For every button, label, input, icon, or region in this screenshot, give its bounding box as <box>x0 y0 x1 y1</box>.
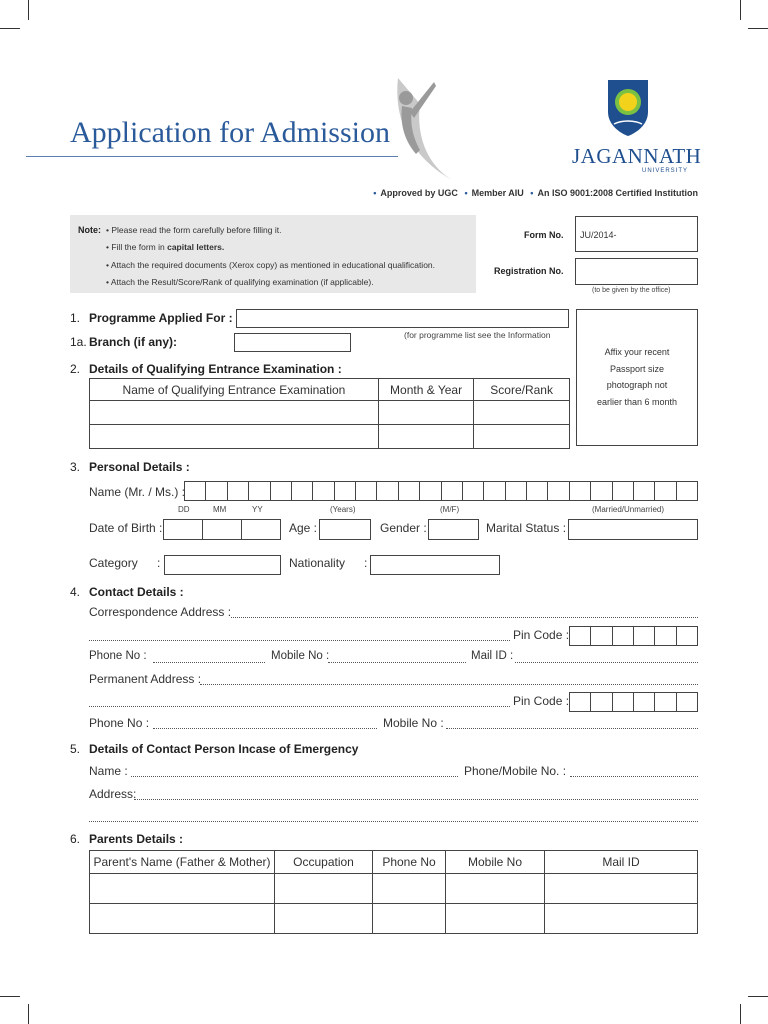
table-header: Parent's Name (Father & Mother) <box>90 851 275 874</box>
name-char-cell[interactable] <box>205 481 227 501</box>
emergency-address-line[interactable] <box>134 799 698 800</box>
crop-mark <box>28 0 29 20</box>
category-field[interactable] <box>164 555 281 575</box>
note-label: Note: <box>78 225 101 235</box>
table-cell[interactable] <box>545 874 698 904</box>
parents-details-label: Parents Details : <box>89 832 184 846</box>
table-header: Mobile No <box>446 851 545 874</box>
correspondence-address-line[interactable] <box>89 640 510 641</box>
programme-field[interactable] <box>236 309 569 328</box>
figure-emblem <box>376 74 462 184</box>
phone-line[interactable] <box>153 662 265 663</box>
approval-iso: An ISO 9001:2008 Certified Institution <box>537 188 698 198</box>
crop-mark <box>748 996 768 997</box>
branch-field[interactable] <box>234 333 351 352</box>
photo-instructions: Affix your recent Passport size photograph not earlier than 6 month <box>596 347 678 407</box>
phone-label: Phone No : <box>89 650 147 662</box>
gender-hint: (M/F) <box>440 505 460 514</box>
table-cell[interactable] <box>90 874 275 904</box>
table-cell[interactable] <box>90 904 275 934</box>
section-number: 1a. <box>70 335 87 349</box>
emergency-contact-label: Details of Contact Person Incase of Emergency <box>89 742 359 756</box>
name-char-cell[interactable] <box>547 481 569 501</box>
section-number: 6. <box>70 832 81 846</box>
mobile-line[interactable] <box>328 662 466 663</box>
table-cell[interactable] <box>474 401 570 425</box>
section-number: 5. <box>70 742 81 756</box>
note-item: • Attach the Result/Score/Rank of qualifying examination (if applicable). <box>106 277 374 287</box>
approval-aiu: Member AIU <box>471 188 524 198</box>
mail-id-label: Mail ID : <box>471 650 514 662</box>
table-cell[interactable] <box>275 874 373 904</box>
table-cell[interactable] <box>446 874 545 904</box>
dob-label: Date of Birth : <box>89 521 163 535</box>
name-char-cell[interactable] <box>462 481 484 501</box>
title-rule <box>26 156 398 157</box>
permanent-address-line[interactable] <box>89 706 510 707</box>
approval-ugc: Approved by UGC <box>380 188 458 198</box>
table-cell[interactable] <box>90 425 379 449</box>
table-cell[interactable] <box>378 401 473 425</box>
crop-mark <box>740 1004 741 1024</box>
gender-field[interactable] <box>428 519 479 540</box>
branch-label: Branch (if any): <box>89 335 178 349</box>
table-header: Name of Qualifying Entrance Examination <box>90 379 379 401</box>
nationality-label: Nationality <box>289 556 346 570</box>
category-colon: : <box>157 556 161 570</box>
registration-no-field[interactable] <box>575 258 698 285</box>
correspondence-address-label: Correspondence Address : <box>89 605 232 619</box>
contact-details-label: Contact Details : <box>89 585 184 599</box>
name-char-cell[interactable] <box>654 481 676 501</box>
name-char-cell[interactable] <box>270 481 292 501</box>
correspondence-address-line[interactable] <box>231 617 698 618</box>
section-number: 1. <box>70 311 81 325</box>
name-char-cell[interactable] <box>227 481 249 501</box>
name-label: Name (Mr. / Ms.) : <box>89 485 185 499</box>
name-char-cell[interactable] <box>376 481 398 501</box>
emergency-address-line[interactable] <box>89 821 698 822</box>
table-cell[interactable] <box>474 425 570 449</box>
note-item: • Fill the form in capital letters. <box>106 242 225 252</box>
university-sub: UNIVERSITY <box>642 168 689 174</box>
dob-field[interactable] <box>164 519 281 540</box>
category-label: Category <box>89 556 138 570</box>
emergency-phone-label: Phone/Mobile No. : <box>464 764 567 778</box>
name-char-cell[interactable] <box>398 481 420 501</box>
name-char-cell[interactable] <box>483 481 505 501</box>
qualifying-exam-label: Details of Qualifying Entrance Examination : <box>89 362 342 376</box>
crop-mark <box>28 1004 29 1024</box>
table-cell[interactable] <box>373 874 446 904</box>
crop-mark <box>748 28 768 29</box>
name-char-cell[interactable] <box>526 481 548 501</box>
name-char-cell[interactable] <box>248 481 270 501</box>
nationality-colon: : <box>364 556 368 570</box>
name-char-cell[interactable] <box>505 481 527 501</box>
table-header: Occupation <box>275 851 373 874</box>
table-cell[interactable] <box>446 904 545 934</box>
programme-label: Programme Applied For : <box>89 311 233 325</box>
permanent-address-label: Permanent Address : <box>89 672 202 686</box>
name-char-cell[interactable] <box>676 481 698 501</box>
note-item: • Please read the form carefully before filling it. <box>106 225 282 235</box>
table-header: Month & Year <box>378 379 473 401</box>
dob-hint-mm: MM <box>213 505 227 514</box>
section-number: 3. <box>70 460 81 474</box>
name-char-cell[interactable] <box>355 481 377 501</box>
form-no-label: Form No. <box>524 230 564 240</box>
pin-code-field[interactable] <box>570 692 698 712</box>
emergency-address-label: Address: <box>89 787 137 801</box>
registration-no-label: Registration No. <box>494 266 564 276</box>
phone-label: Phone No : <box>89 716 150 730</box>
name-char-cell[interactable] <box>184 481 206 501</box>
mobile-label: Mobile No : <box>271 650 330 662</box>
permanent-address-line[interactable] <box>200 684 698 685</box>
name-char-cell[interactable] <box>334 481 356 501</box>
emergency-phone-line[interactable] <box>570 776 698 777</box>
table-row <box>90 874 698 904</box>
nationality-field[interactable] <box>370 555 500 575</box>
mobile-label: Mobile No : <box>383 716 444 730</box>
section-number: 2. <box>70 362 81 376</box>
table-row <box>90 425 570 449</box>
table-header: Score/Rank <box>474 379 570 401</box>
marital-status-field[interactable] <box>568 519 698 540</box>
emergency-name-label: Name : <box>89 764 128 778</box>
crop-mark <box>740 0 741 20</box>
table-cell[interactable] <box>545 904 698 934</box>
phone-line[interactable] <box>153 728 377 729</box>
table-cell[interactable] <box>378 425 473 449</box>
name-char-cell[interactable] <box>312 481 334 501</box>
form-no-value: JU/2014- <box>580 230 617 240</box>
name-char-cell[interactable] <box>419 481 441 501</box>
mobile-line[interactable] <box>446 728 698 729</box>
table-row <box>90 904 698 934</box>
gender-label: Gender : <box>380 521 427 535</box>
name-char-cell[interactable] <box>633 481 655 501</box>
name-cells <box>185 481 698 501</box>
parents-table <box>89 850 698 934</box>
crop-mark <box>0 28 20 29</box>
pin-code-label: Pin Code : <box>513 628 570 642</box>
page-title: Application for Admission <box>70 116 390 149</box>
emergency-name-line[interactable] <box>131 776 458 777</box>
name-char-cell[interactable] <box>291 481 313 501</box>
age-field[interactable] <box>319 519 371 540</box>
dob-hint-yy: YY <box>252 505 263 514</box>
office-note: (to be given by the office) <box>592 287 671 294</box>
university-name: JAGANNATH <box>572 144 702 168</box>
table-header: Phone No <box>373 851 446 874</box>
personal-details-label: Personal Details : <box>89 460 190 474</box>
crop-mark <box>0 996 20 997</box>
table-header: Mail ID <box>545 851 698 874</box>
name-char-cell[interactable] <box>590 481 612 501</box>
approvals-line: • Approved by UGC • Member AIU • An ISO 9001:2008 Certified Institution <box>373 188 698 198</box>
table-cell[interactable] <box>275 904 373 934</box>
programme-hint: (for programme list see the Information <box>404 330 551 340</box>
name-char-cell[interactable] <box>569 481 591 501</box>
qualifying-exam-table <box>89 378 570 449</box>
table-row <box>90 401 570 425</box>
name-char-cell[interactable] <box>612 481 634 501</box>
table-cell[interactable] <box>373 904 446 934</box>
pin-code-field[interactable] <box>570 626 698 646</box>
pin-code-label: Pin Code : <box>513 694 570 708</box>
dob-hint-dd: DD <box>178 505 190 514</box>
marital-hint: (Married/Unmarried) <box>592 505 665 514</box>
section-number: 4. <box>70 585 81 599</box>
university-logo-icon <box>604 76 652 138</box>
mail-id-line[interactable] <box>515 662 698 663</box>
age-hint: (Years) <box>330 505 356 514</box>
table-cell[interactable] <box>90 401 379 425</box>
note-item: • Attach the required documents (Xerox copy) as mentioned in educational qualification. <box>106 260 436 270</box>
marital-status-label: Marital Status : <box>486 521 567 535</box>
name-char-cell[interactable] <box>441 481 463 501</box>
age-label: Age : <box>289 521 318 535</box>
